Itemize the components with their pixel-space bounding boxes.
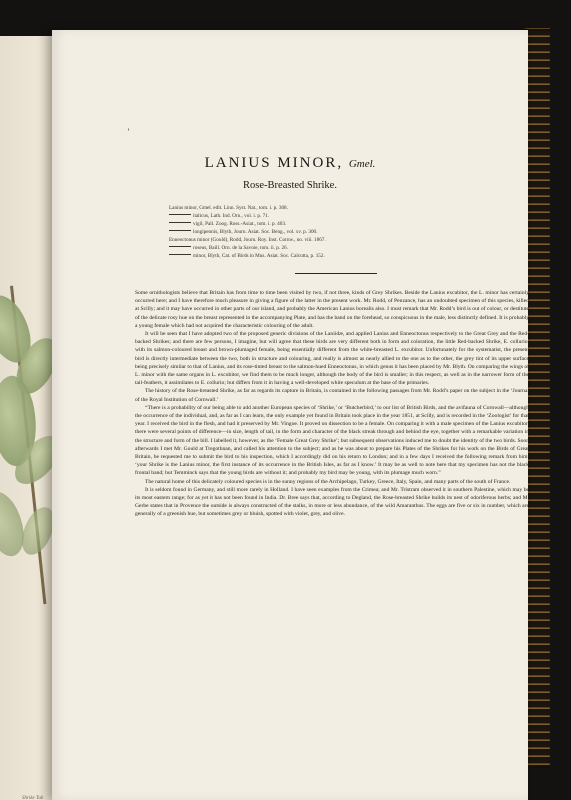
page-title	[52, 155, 528, 172]
plate-caption: Shrike Tab	[22, 796, 44, 800]
synonym-text: vigil, Pall. Zoog. Ross.-Asiat., tom. i. p. 403.	[193, 221, 287, 227]
paragraph: It is seldom found in Germany, and still more rarely in Holland. I have seen examples from the Crimea; and Mr. Tristram observed it in southern Palestine, which may be its most eastern range; for as yet it has not been found in India. Dr. Bree says that, according to Degland, the Rose-breasted Shrike builds its nest of odoriferous herbs; and M. Gerbe states that in Provence the outside is always constructed of the stalks, in more or less abundance, of the wild Amaranthus. The eggs are five or six in number, which are generally of a greenish hue, but sometimes grey or bluish, spotted with violet, grey, and olive.	[135, 486, 529, 518]
synonym-text: Enneoctonus minor (Gould), Rodd, Journ. Roy. Inst. Cornw., no. viii. 1867.	[169, 237, 326, 243]
synonym-text: italicus, Lath. Ind. Orn., vol. i. p. 71.	[193, 213, 270, 219]
paragraph: Some ornithologists believe that Britain has from time to time been visited by two, if not three, kinds of Grey Shrikes. Beside the Lanius excubitor, the L. minor has certainly occurred here; and I have therefore much pleasure in giving a figure of the latter in the present work. Mr. Rodd, of Penzance, has an undoubted specimen of this species, killed at Scilly; and it may have occurred in other parts of our island, and probably the American Lanius borealis also. I must remark that Mr. Rodd’s bird is out of colour, or destitute of the delicate rosy hue on the breast represented in the accompanying Plate, and has the band on the forehead, so conspicuous in the male, less distinctly defined. It is probably a young female which had not acquired the characteristic colouring of the adult.	[135, 290, 529, 329]
species-author: Gmel.	[348, 158, 376, 170]
synonym-text: Lanius minor, Gmel. edit. Linn. Syst. Nat., tom. i. p. 308.	[169, 205, 288, 211]
previous-page-plate	[0, 36, 60, 800]
synonym-list	[169, 204, 489, 260]
synonym-line	[169, 228, 489, 236]
paragraph: The history of the Rose-breasted Shrike, as far as regards its capture in Britain, is contained in the following passages from Mr. Rodd’s paper on the subject in the ‘Journal of the Royal Institution of Cornwall.’	[135, 388, 529, 403]
synonym-line	[169, 212, 489, 220]
synonym-text: minor, Blyth, Cat. of Birds in Mus. Asiat. Soc. Calcutta, p. 152.	[193, 253, 325, 259]
page-mark: ’	[127, 127, 130, 137]
synonym-line	[169, 220, 489, 228]
paragraph: It will be seen that I have adopted two of the proposed generic divisions of the Laniidæ, and applied Lanius and Enneoctonus respectively to the Great Grey and the Red-backed Shrikes; and there are few persons, I imagine, but will agree that these birds are very different both in form and coloration, the little Red-backed Shrike, E. collurio, with its salmon-coloured breast and brown-plumaged female, being essentially different from the white-breasted L. excubitor. Unfortunately for the systematist, the present bird is directly intermediate between the two, both in structure and colouring, and really is almost as nearly allied to the one as to the other, the grey tint of its upper surface being precisely similar to that of Lanius, and its rose-tinted breast to the salmon-hued Enneoctonus, in which genus it has been placed by Mr. Blyth. On comparing the wings of L. minor with the same organs in L. excubitor, we find them to be much longer, although the body of the bird is smaller; in this respect, as well as in the narrower form of the tail-feathers, it assimilates to E. collurio; but differs from it in having a well-developed white speculum at the base of the primaries.	[135, 331, 529, 387]
ditto-dash	[169, 254, 191, 255]
synonym-line	[169, 252, 489, 260]
synonym-text: roseus, Baill. Orn. de la Savoie, tom. ii. p. 26.	[193, 245, 288, 251]
paragraph: “There is a probability of our being able to add another European species of ‘Shrike,’ or ‘Butcherbird,’ to our list of British Birds, and the avifauna of Cornwall—although the occurrence of the individual, and, as far as I can learn, the only example yet found in Britain took place in the year 1851, at Scilly, and is recorded in the ‘Zoologist’ for that year. I received the bird in the flesh, and had it preserved by Mr. Vingoe. It proved on dissection to be a female. On comparing it with a male specimen of the Lanius excubitor, there were several points of difference—in size, length of tail, in the form and character of the black streak through and behind the eye, together with a remarkable variation in the structure and form of the bill. I labelled it, however, as the ‘Female Great Grey Shrike’; but subsequent observations induced me to doubt the identity of the two birds. Soon afterwards I met Mr. Gould at Tregothnan, and called his attention to the subject; and as he was about to prepare his Plates of the Shrikes for his work on the Birds of Great Britain, he requested me to submit the bird to his inspection, which I accordingly did on his return to London; and in a few days I received the following remark from him: ‘your Shrike is the Lanius minor, the first instance of its occurrence in the British Isles, as far as I know.’ It may be as well to note here that my specimen has not the black frontal band; but Temminck says that the young birds are without it; and probably my bird may be young, with its plumage much worn.”	[135, 404, 529, 477]
synonym-line	[169, 236, 489, 244]
synonym-line	[169, 204, 489, 212]
species-name: LANIUS MINOR,	[204, 155, 344, 171]
ditto-dash	[169, 214, 191, 215]
common-name: Rose-Breasted Shrike.	[243, 180, 337, 191]
ditto-dash	[169, 246, 191, 247]
synonym-text: longipennis, Blyth, Journ. Asiat. Soc. Beng., vol. xv. p. 300.	[193, 229, 318, 235]
body-text	[135, 289, 529, 519]
ditto-dash	[169, 230, 191, 231]
text-page	[52, 30, 528, 800]
ditto-dash	[169, 222, 191, 223]
synonym-line	[169, 244, 489, 252]
section-divider	[295, 273, 377, 274]
paragraph: The natural home of this delicately coloured species is in the sunny regions of the Archipelago, Turkey, Greece, Italy, Spain, and many parts of the south of France.	[145, 478, 511, 485]
